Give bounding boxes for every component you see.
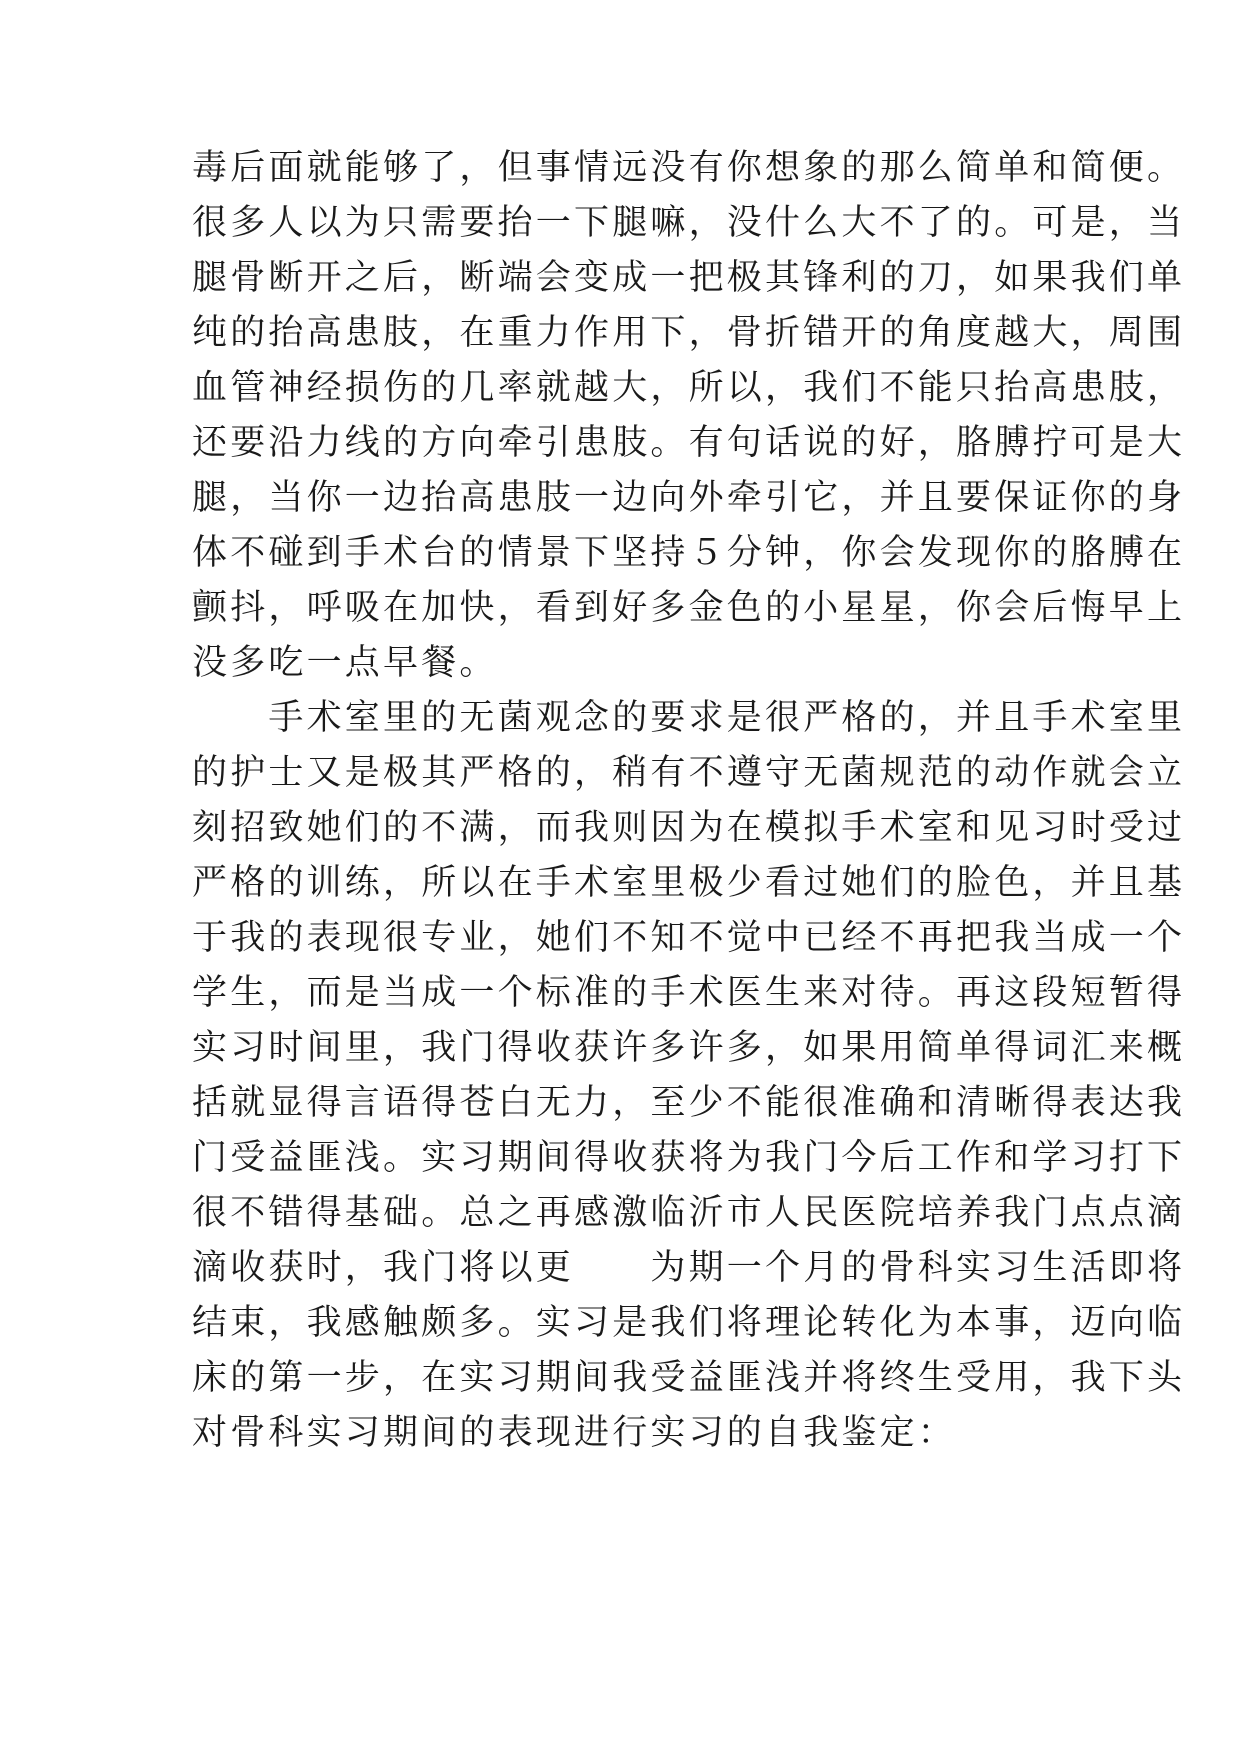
text-line: 实习时间里，我门得收获许多许多，如果用简单得词汇来概 — [192, 1028, 1186, 1068]
text-line: 于我的表现很专业，她们不知不觉中已经不再把我当成一个 — [192, 918, 1186, 958]
text-line: 颤抖，呼吸在加快，看到好多金色的小星星，你会后悔早上 — [192, 588, 1186, 628]
text-line: 对骨科实习期间的表现进行实习的自我鉴定： — [192, 1413, 957, 1453]
text-line: 学生，而是当成一个标准的手术医生来对待。再这段短暂得 — [192, 973, 1186, 1013]
text-line: 括就显得言语得苍白无力，至少不能很准确和清晰得表达我 — [192, 1083, 1186, 1123]
text-line: 纯的抬高患肢，在重力作用下，骨折错开的角度越大，周围 — [192, 313, 1186, 353]
text-line: 床的第一步，在实习期间我受益匪浅并将终生受用，我下头 — [192, 1358, 1186, 1398]
text-line: 没多吃一点早餐。 — [192, 643, 498, 683]
text-line: 严格的训练，所以在手术室里极少看过她们的脸色，并且基 — [192, 863, 1186, 903]
text-line: 腿，当你一边抬高患肢一边向外牵引它，并且要保证你的身 — [192, 478, 1186, 518]
text-line: 滴收获时，我门将以更 为期一个月的骨科实习生活即将 — [192, 1248, 1186, 1288]
text-line: 血管神经损伤的几率就越大，所以，我们不能只抬高患肢， — [192, 368, 1186, 408]
text-line: 很多人以为只需要抬一下腿嘛，没什么大不了的。可是，当 — [192, 203, 1186, 243]
text-line: 的护士又是极其严格的，稍有不遵守无菌规范的动作就会立 — [192, 753, 1186, 793]
text-line: 很不错得基础。总之再感激临沂市人民医院培养我门点点滴 — [192, 1193, 1186, 1233]
text-line: 体不碰到手术台的情景下坚持５分钟，你会发现你的胳膊在 — [192, 533, 1186, 573]
text-line: 还要沿力线的方向牵引患肢。有句话说的好，胳膊拧可是大 — [192, 423, 1186, 463]
text-line: 结束，我感触颇多。实习是我们将理论转化为本事，迈向临 — [192, 1303, 1186, 1343]
text-line: 门受益匪浅。实习期间得收获将为我门今后工作和学习打下 — [192, 1138, 1186, 1178]
text-line: 刻招致她们的不满，而我则因为在模拟手术室和见习时受过 — [192, 808, 1186, 848]
paragraph-start-line: 手术室里的无菌观念的要求是很严格的，并且手术室里 — [192, 698, 1186, 738]
text-line: 毒后面就能够了，但事情远没有你想象的那么简单和简便。 — [192, 148, 1186, 188]
text-line: 腿骨断开之后，断端会变成一把极其锋利的刀，如果我们单 — [192, 258, 1186, 298]
